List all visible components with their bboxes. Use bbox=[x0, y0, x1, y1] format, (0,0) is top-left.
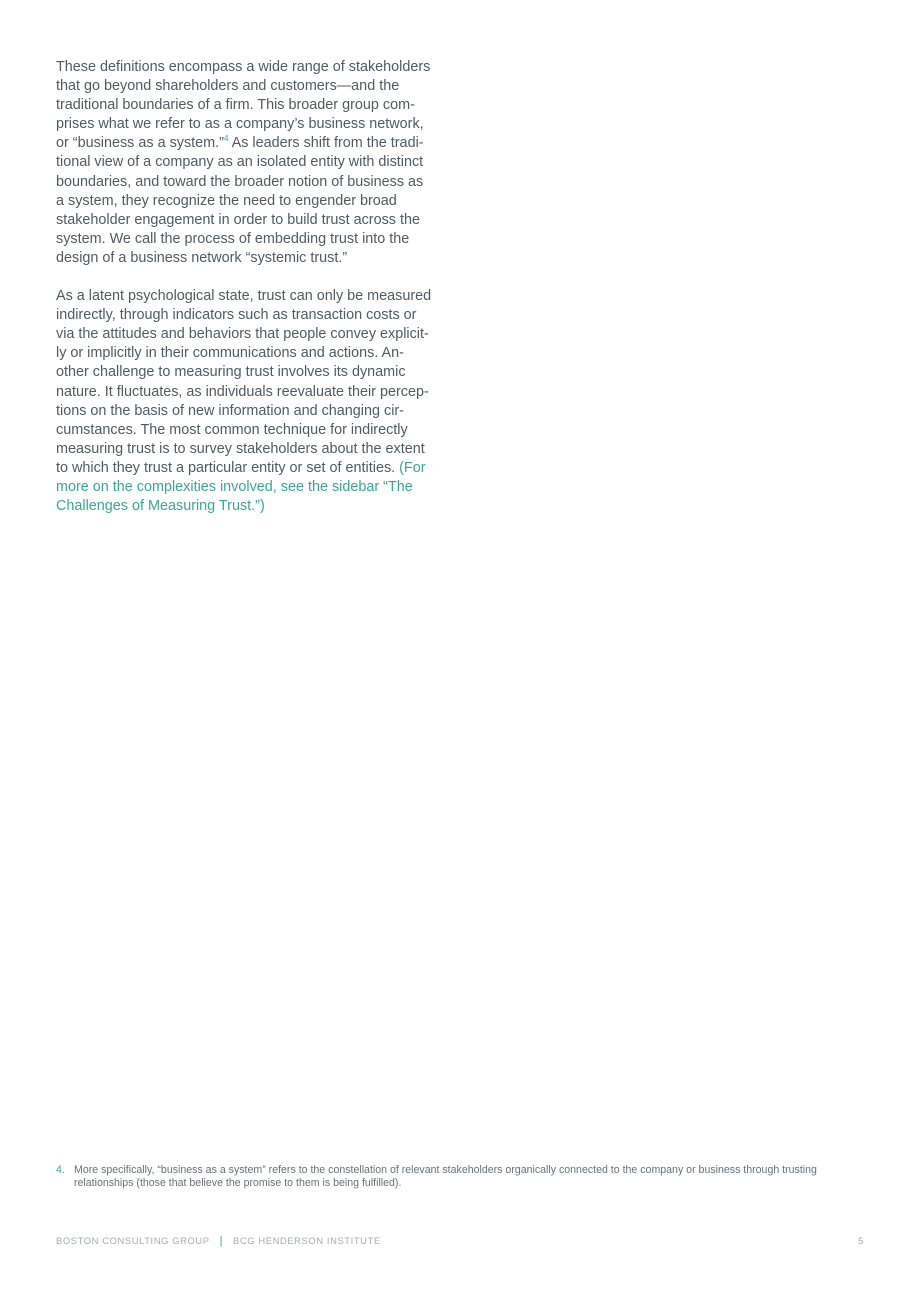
text-line: via the attitudes and behaviors that people convey explicit- bbox=[56, 326, 429, 343]
text-line: As a latent psychological state, trust can only be measured bbox=[56, 288, 432, 305]
text-line: that go beyond shareholders and customers—and the bbox=[56, 78, 400, 95]
sidebar-link[interactable]: (For bbox=[395, 459, 426, 476]
body-paragraph-1 bbox=[56, 58, 448, 268]
text-line: design of a business network “systemic trust.” bbox=[56, 249, 348, 266]
footnote-text: More specifically, “business as a system” refers to the constellation of relevant stakeholders organically connected to the company or business through trusting relationships (those that believe the promise to them is being fulfilled). bbox=[74, 1164, 817, 1190]
text-line bbox=[56, 459, 448, 478]
text-line: traditional boundaries of a firm. This broader group com- bbox=[56, 97, 415, 114]
footnote-number: 4. bbox=[56, 1164, 65, 1176]
text-line: a system, they recognize the need to engender broad bbox=[56, 192, 397, 209]
text-line: other challenge to measuring trust involves its dynamic bbox=[56, 364, 406, 381]
text-line: measuring trust is to survey stakeholders about the extent bbox=[56, 440, 425, 457]
text-line: tions on the basis of new information and changing cir- bbox=[56, 402, 404, 419]
sidebar-link[interactable]: more on the complexities involved, see the sidebar “The bbox=[56, 478, 413, 495]
text-line: prises what we refer to as a company’s business network, bbox=[56, 116, 424, 133]
main-text-column bbox=[56, 58, 448, 516]
text-segment: As leaders shift from the tradi- bbox=[228, 135, 424, 152]
footer-institute: BCG HENDERSON INSTITUTE bbox=[233, 1235, 381, 1246]
text-line: system. We call the process of embedding trust into the bbox=[56, 230, 410, 247]
page-number: 5 bbox=[858, 1235, 864, 1246]
text-line: cumstances. The most common technique for indirectly bbox=[56, 421, 408, 438]
text-line bbox=[56, 134, 448, 153]
text-line: nature. It fluctuates, as individuals reevaluate their percep- bbox=[56, 383, 429, 400]
text-line: tional view of a company as an isolated entity with distinct bbox=[56, 154, 424, 171]
body-paragraph-2 bbox=[56, 287, 448, 516]
text-line: indirectly, through indicators such as transaction costs or bbox=[56, 307, 417, 324]
footer-credits bbox=[56, 1235, 381, 1247]
text-segment: to which they trust a particular entity or set of entities. bbox=[56, 459, 396, 476]
footnote-reference-4[interactable]: 4 bbox=[223, 134, 229, 144]
footer-separator: | bbox=[219, 1235, 224, 1247]
text-line: boundaries, and toward the broader notion of business as bbox=[56, 173, 424, 190]
footnote bbox=[56, 1164, 866, 1191]
text-line: These definitions encompass a wide range of stakeholders bbox=[56, 59, 431, 75]
text-segment: or “business as a system.” bbox=[56, 135, 224, 152]
page-footer bbox=[56, 1235, 866, 1249]
footer-publisher: BOSTON CONSULTING GROUP bbox=[56, 1235, 210, 1246]
text-line: ly or implicitly in their communications and actions. An- bbox=[56, 345, 404, 362]
sidebar-link[interactable]: Challenges of Measuring Trust.”) bbox=[56, 498, 265, 515]
text-line: stakeholder engagement in order to build trust across the bbox=[56, 211, 420, 228]
